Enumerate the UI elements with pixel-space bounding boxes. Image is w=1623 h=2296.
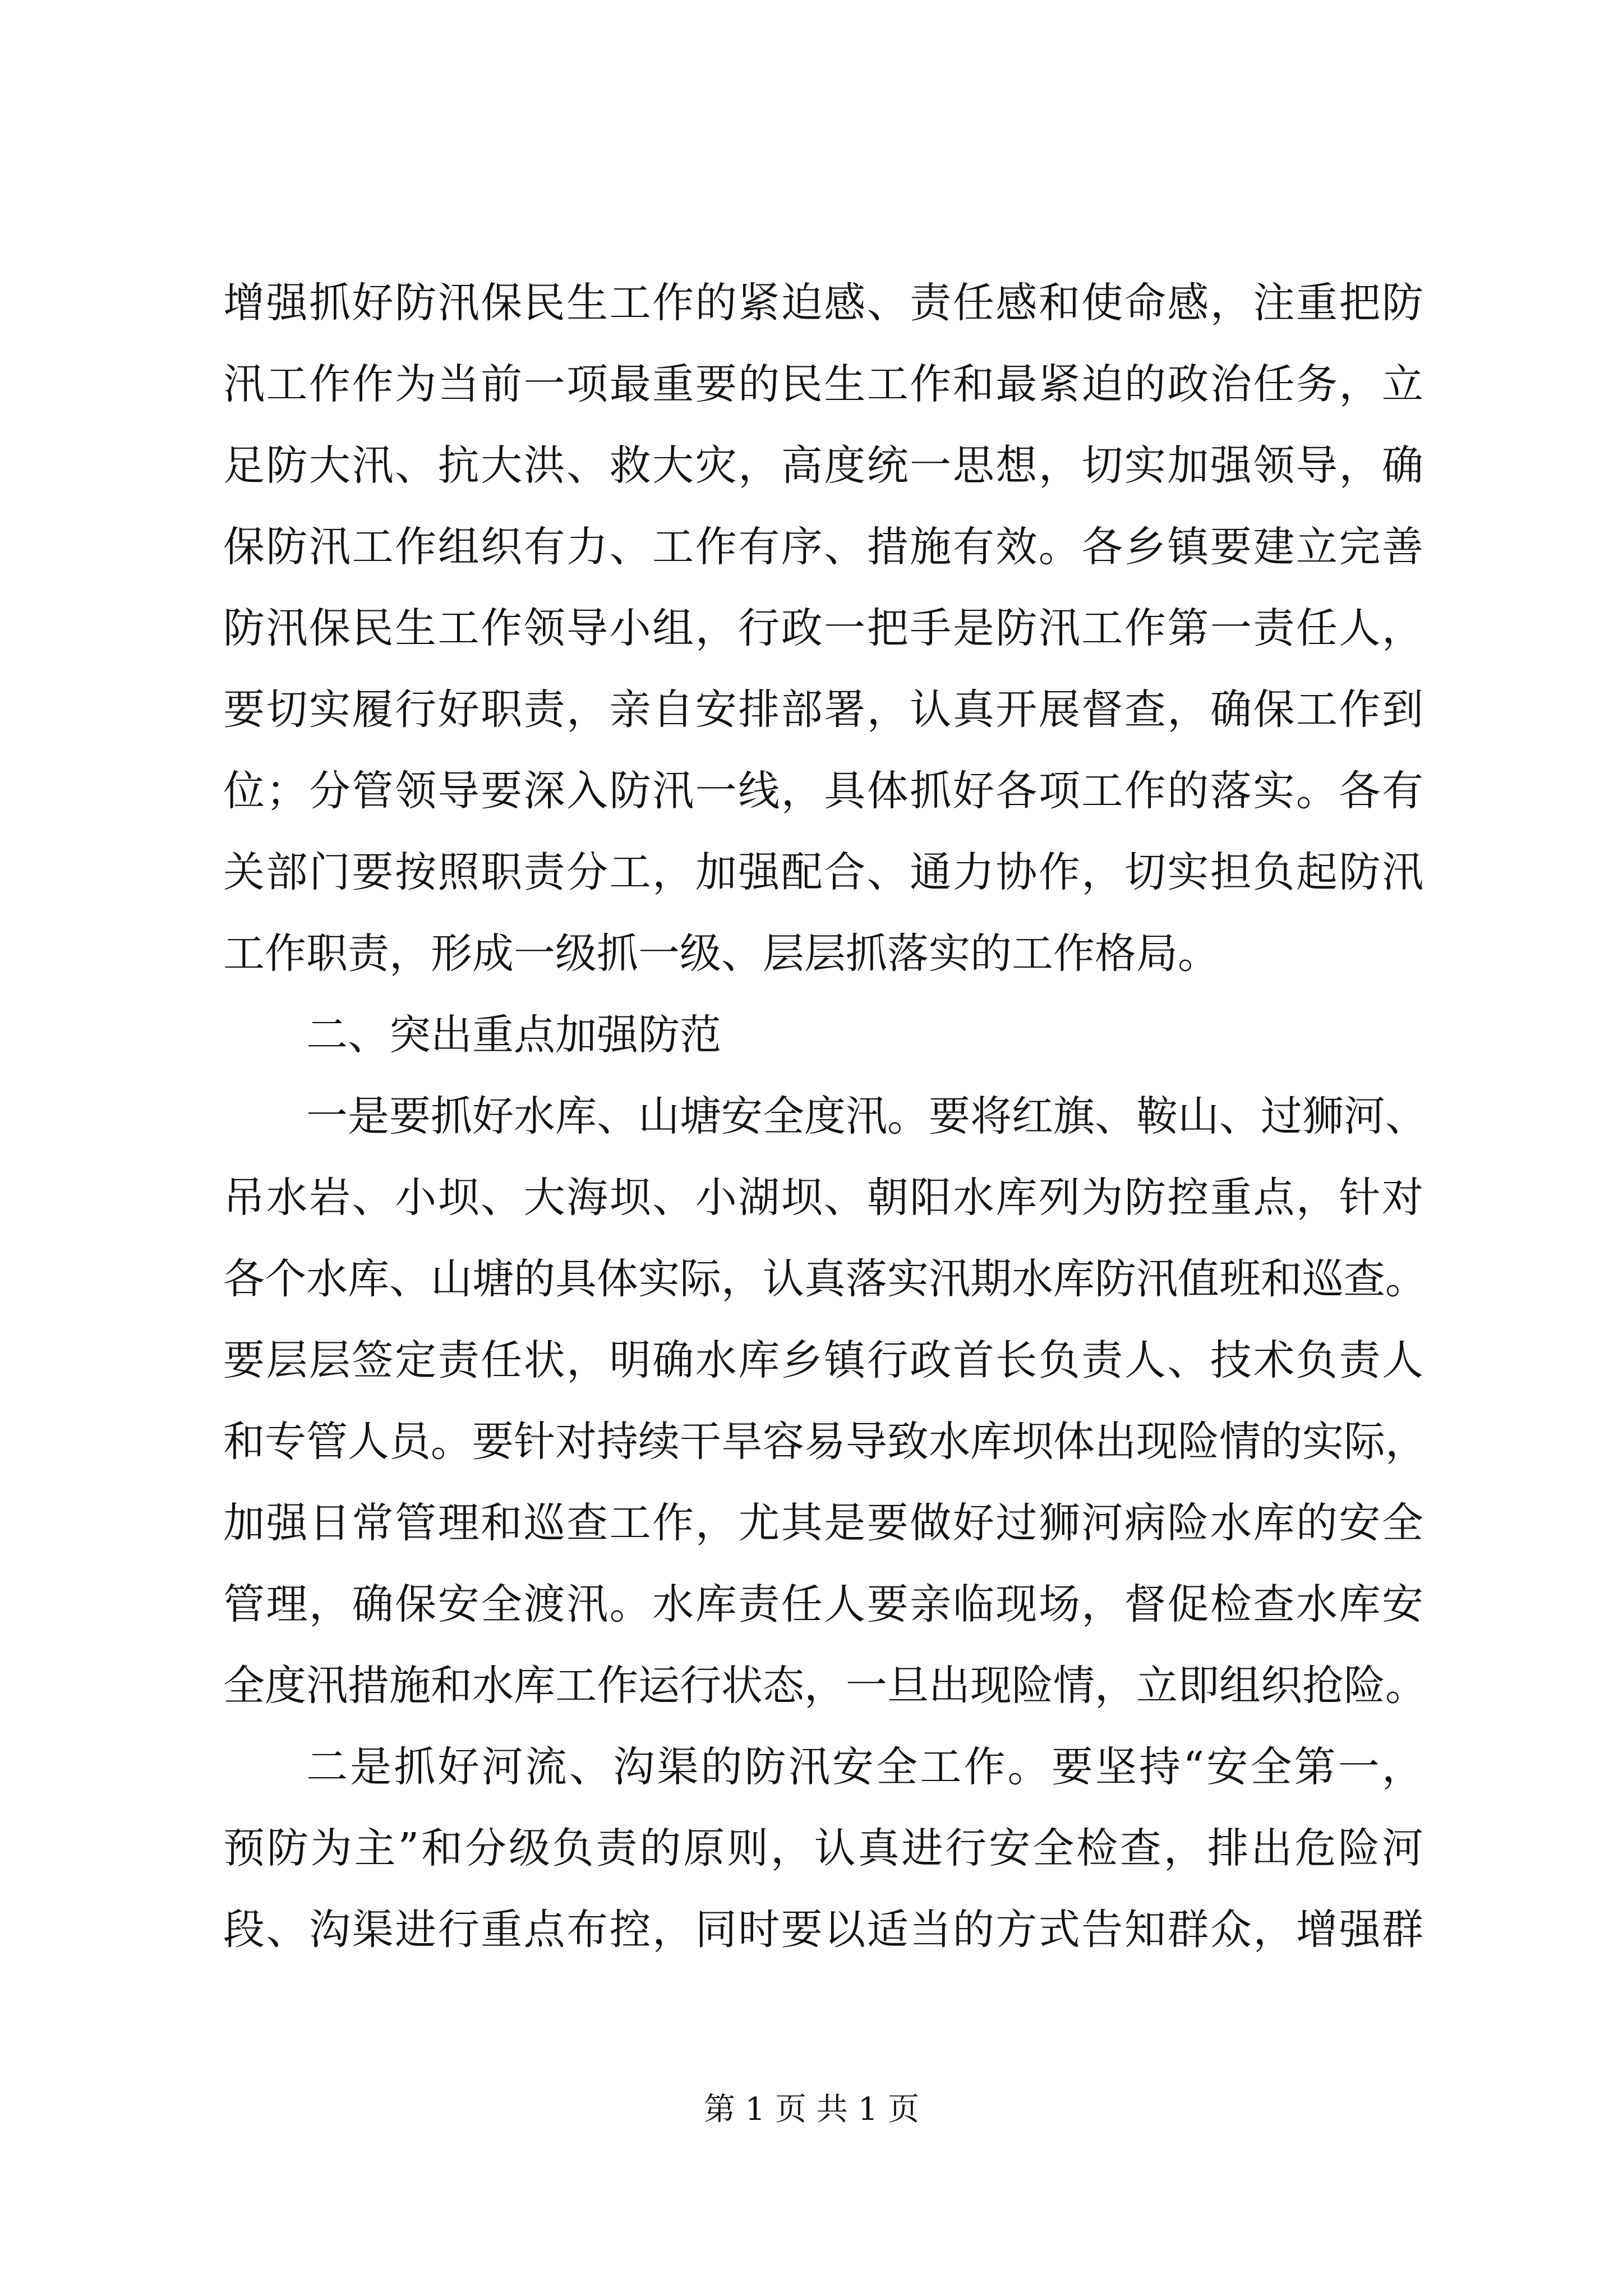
text-line: 位；分管领导要深入防汛一线，具体抓好各项工作的落实。各有 bbox=[223, 767, 1423, 815]
text-line: 汛工作作为当前一项最重要的民生工作和最紧迫的政治任务，立 bbox=[223, 360, 1423, 408]
text-line: 全度汛措施和水库工作运行状态，一旦出现险情，立即组织抢险。 bbox=[223, 1662, 1427, 1710]
text-line: 保防汛工作组织有力、工作有序、措施有效。各乡镇要建立完善 bbox=[223, 523, 1423, 571]
text-line: 一是要抓好水库、山塘安全度汛。要将红旗、鞍山、过狮河、 bbox=[306, 1092, 1427, 1140]
document-body bbox=[223, 263, 1427, 1971]
text-line: 各个水库、山塘的具体实际，认真落实汛期水库防汛值班和巡查。 bbox=[223, 1255, 1427, 1303]
text-line: 预防为主”和分级负责的原则，认真进行安全检查，排出危险河 bbox=[223, 1824, 1423, 1872]
text-line: 要切实履行好职责，亲自安排部署，认真开展督查，确保工作到 bbox=[223, 685, 1423, 734]
text-line: 关部门要按照职责分工，加强配合、通力协作，切实担负起防汛 bbox=[223, 848, 1423, 896]
text-line: 吊水岩、小坝、大海坝、小湖坝、朝阳水库列为防控重点，针对 bbox=[223, 1174, 1423, 1222]
text-line: 足防大汛、抗大洪、救大灾，高度统一思想，切实加强领导，确 bbox=[223, 441, 1423, 490]
section-heading: 二、突出重点加强防范 bbox=[306, 1011, 721, 1059]
text-line: 和专管人员。要针对持续干旱容易导致水库坝体出现险情的实际， bbox=[223, 1418, 1427, 1466]
page-footer bbox=[0, 2090, 1623, 2129]
text-line: 增强抓好防汛保民生工作的紧迫感、责任感和使命感，注重把防 bbox=[223, 279, 1423, 327]
page-number-label: 第 1 页 共 1 页 bbox=[703, 2091, 920, 2128]
text-line: 要层层签定责任状，明确水库乡镇行政首长负责人、技术负责人 bbox=[223, 1336, 1423, 1384]
text-line: 段、沟渠进行重点布控，同时要以适当的方式告知群众，增强群 bbox=[223, 1906, 1423, 1954]
text-line: 二是抓好河流、沟渠的防汛安全工作。要坚持“安全第一， bbox=[306, 1743, 1423, 1791]
text-line: 管理，确保安全渡汛。水库责任人要亲临现场，督促检查水库安 bbox=[223, 1580, 1423, 1628]
text-line: 防汛保民生工作领导小组，行政一把手是防汛工作第一责任人， bbox=[223, 604, 1423, 652]
text-line: 加强日常管理和巡查工作，尤其是要做好过狮河病险水库的安全 bbox=[223, 1499, 1423, 1547]
text-line: 工作职责，形成一级抓一级、层层抓落实的工作格局。 bbox=[223, 930, 1219, 978]
